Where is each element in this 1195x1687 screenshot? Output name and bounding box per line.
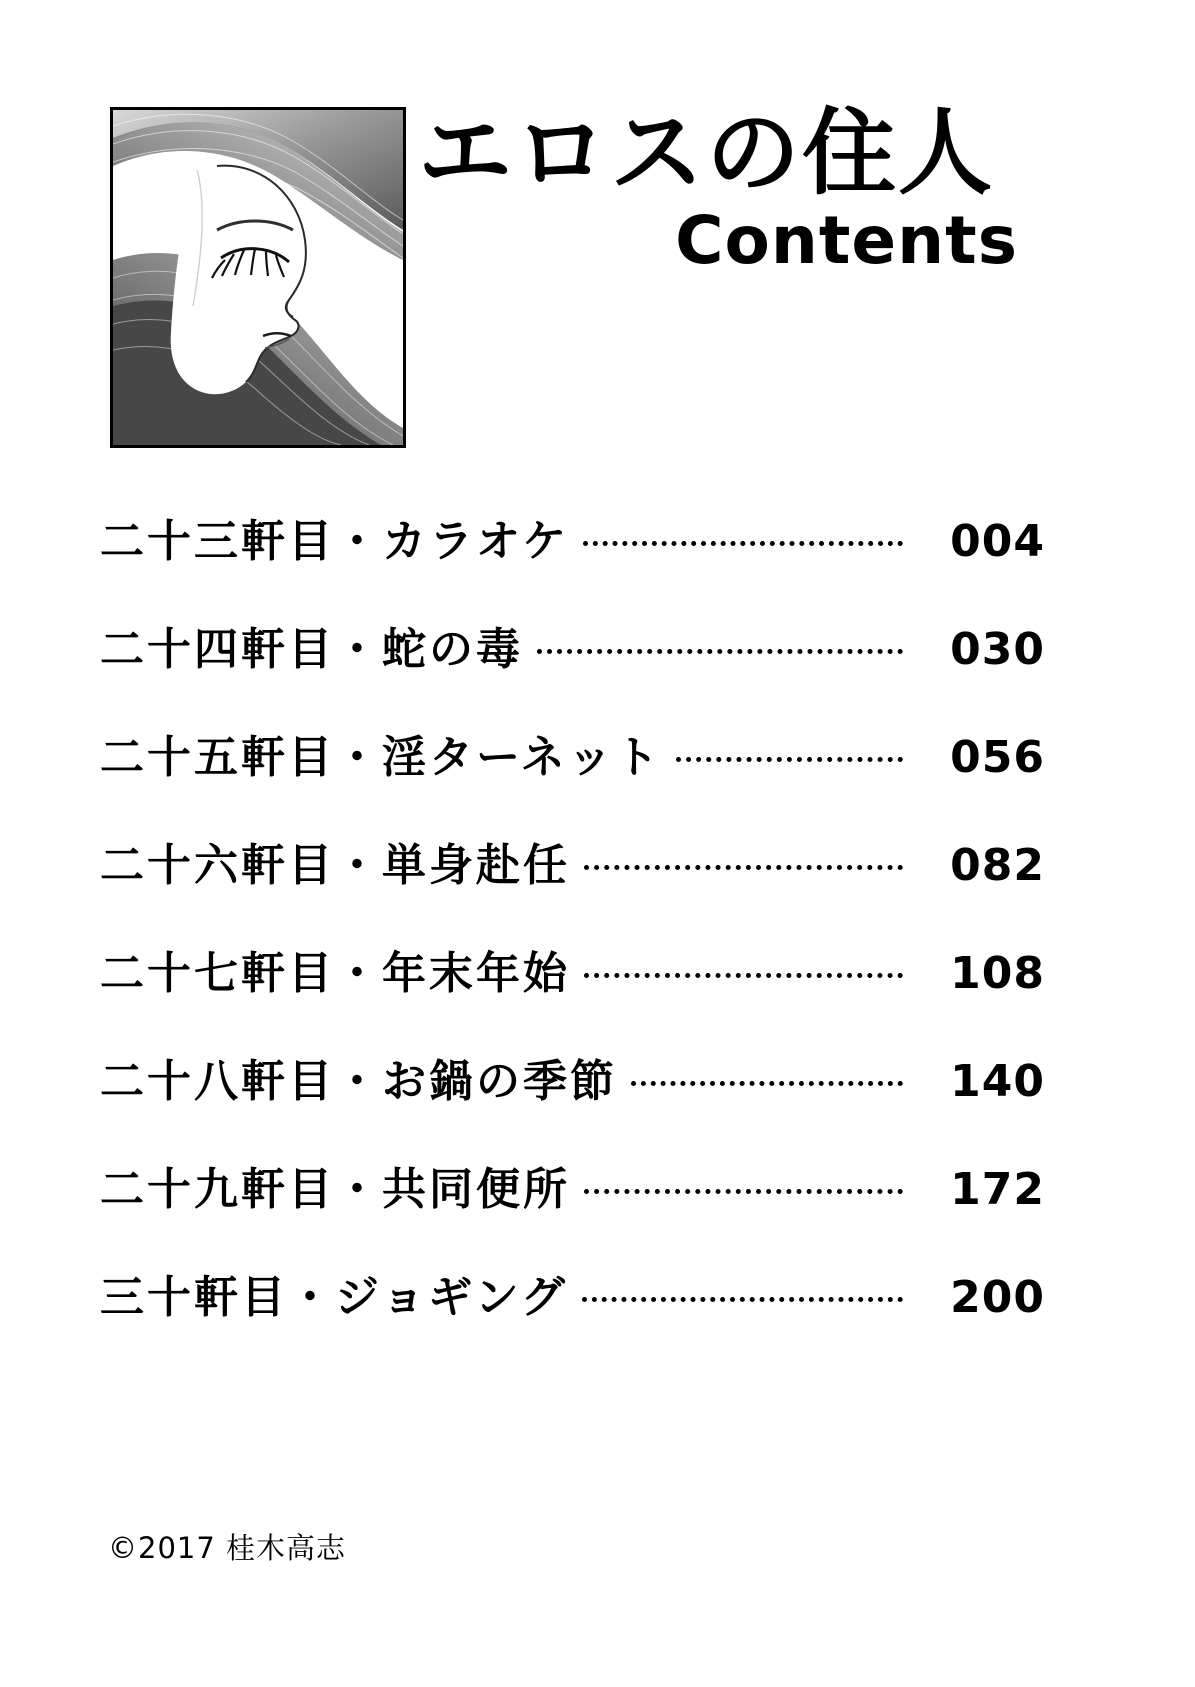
toc-leader-dots bbox=[584, 1189, 903, 1194]
toc-entry-page: 004 bbox=[950, 516, 1045, 567]
toc-entry-title: 二十七軒目・年末年始 bbox=[100, 948, 570, 999]
toc-entry-page: 200 bbox=[950, 1272, 1045, 1323]
toc-entry-page: 108 bbox=[950, 948, 1045, 999]
page-header bbox=[0, 95, 1195, 455]
copyright-notice: ©2017 桂木高志 bbox=[108, 1531, 347, 1565]
toc-entry[interactable] bbox=[0, 1045, 1195, 1153]
toc-entry-page: 082 bbox=[950, 840, 1045, 891]
toc-entry-title: 二十三軒目・カラオケ bbox=[100, 516, 570, 567]
toc-entry-page: 140 bbox=[950, 1056, 1045, 1107]
toc-entry[interactable] bbox=[0, 1261, 1195, 1369]
toc-entry-page: 172 bbox=[950, 1164, 1045, 1215]
toc-leader-dots bbox=[631, 1081, 903, 1086]
toc-leader-dots bbox=[676, 757, 903, 762]
toc-entry[interactable] bbox=[0, 505, 1195, 613]
toc-entry-title: 二十四軒目・蛇の毒 bbox=[100, 624, 523, 675]
toc-entry[interactable] bbox=[0, 721, 1195, 829]
toc-entry[interactable] bbox=[0, 829, 1195, 937]
toc-leader-dots bbox=[584, 973, 903, 978]
title-block bbox=[418, 99, 1038, 279]
toc-leader-dots bbox=[537, 649, 903, 654]
toc-entry-page: 030 bbox=[950, 624, 1045, 675]
toc-entry-page: 056 bbox=[950, 732, 1045, 783]
toc-entry[interactable] bbox=[0, 1153, 1195, 1261]
contents-heading: Contents bbox=[675, 201, 1018, 279]
toc-entry-title: 二十五軒目・淫ターネット bbox=[100, 732, 662, 783]
toc-entry-title: 二十六軒目・単身赴任 bbox=[100, 840, 570, 891]
toc-entry[interactable] bbox=[0, 613, 1195, 721]
page-title: エロスの住人 bbox=[418, 99, 995, 208]
woman-face-illustration bbox=[110, 107, 406, 448]
table-of-contents bbox=[0, 505, 1195, 1369]
toc-leader-dots bbox=[582, 1297, 903, 1302]
toc-entry-title: 二十八軒目・お鍋の季節 bbox=[100, 1056, 617, 1107]
toc-leader-dots bbox=[584, 865, 903, 870]
toc-entry[interactable] bbox=[0, 937, 1195, 1045]
toc-leader-dots bbox=[583, 541, 903, 546]
toc-entry-title: 二十九軒目・共同便所 bbox=[100, 1164, 570, 1215]
toc-entry-title: 三十軒目・ジョギング bbox=[100, 1272, 568, 1323]
